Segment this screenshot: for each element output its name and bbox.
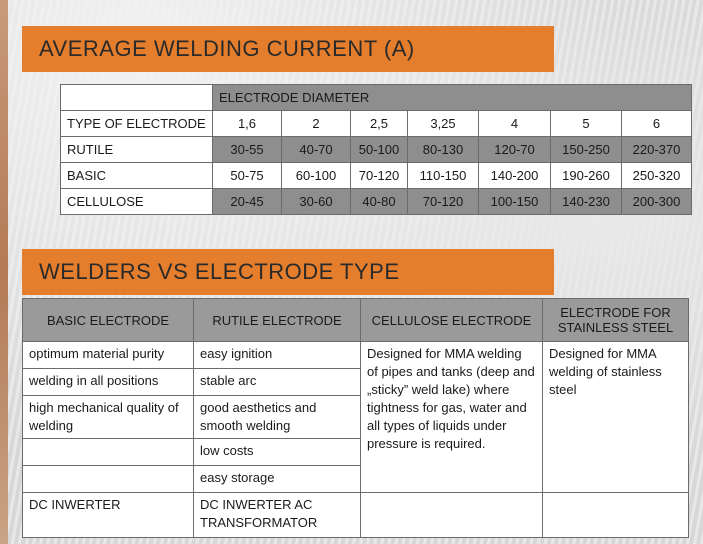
basic-feature <box>23 466 194 493</box>
welders-vs-electrode-table <box>22 298 689 538</box>
electrode-diameter-header: ELECTRODE DIAMETER <box>213 85 692 111</box>
rutile-feature: good aesthetics and smooth welding <box>194 396 361 439</box>
table-header-row <box>23 299 689 342</box>
basic-feature <box>23 439 194 466</box>
diameter-cell: 2,5 <box>351 111 408 137</box>
row-label: RUTILE <box>61 137 213 163</box>
current-cell: 140-200 <box>479 163 551 189</box>
basic-feature: high mechanical quality of welding <box>23 396 194 439</box>
current-cell: 250-320 <box>622 163 692 189</box>
rutile-feature: low costs <box>194 439 361 466</box>
diameter-cell: 4 <box>479 111 551 137</box>
row-label: BASIC <box>61 163 213 189</box>
table-row <box>23 493 689 538</box>
current-cell: 30-55 <box>213 137 282 163</box>
corner-cell <box>61 85 213 111</box>
basic-power-source: DC INWERTER <box>23 493 194 538</box>
table-row-cellulose <box>61 189 692 215</box>
current-cell: 50-100 <box>351 137 408 163</box>
section-title-welders: WELDERS VS ELECTRODE TYPE <box>22 249 554 295</box>
cellulose-description: Designed for MMA welding of pipes and tanks (deep and „sticky” weld lake) where tightness for gas, water and all types of liquids under pressure is required. <box>361 342 543 493</box>
rutile-power-source: DC INWERTER AC TRANSFORMATOR <box>194 493 361 538</box>
left-decor-strip <box>0 0 8 544</box>
current-cell: 60-100 <box>282 163 351 189</box>
current-cell: 50-75 <box>213 163 282 189</box>
header-stainless: ELECTRODE FOR STAINLESS STEEL <box>543 299 689 342</box>
current-cell: 30-60 <box>282 189 351 215</box>
current-cell: 200-300 <box>622 189 692 215</box>
cellulose-power-source <box>361 493 543 538</box>
stainless-power-source <box>543 493 689 538</box>
current-cell: 220-370 <box>622 137 692 163</box>
header-rutile: RUTILE ELECTRODE <box>194 299 361 342</box>
current-cell: 70-120 <box>408 189 479 215</box>
basic-feature: welding in all positions <box>23 369 194 396</box>
rutile-feature: stable arc <box>194 369 361 396</box>
header-basic: BASIC ELECTRODE <box>23 299 194 342</box>
row-label: CELLULOSE <box>61 189 213 215</box>
welding-current-table <box>60 84 692 215</box>
current-cell: 40-80 <box>351 189 408 215</box>
section-title-current: AVERAGE WELDING CURRENT (A) <box>22 26 554 72</box>
current-cell: 140-230 <box>551 189 622 215</box>
header-cellulose: CELLULOSE ELECTRODE <box>361 299 543 342</box>
table-row <box>23 342 689 369</box>
type-of-electrode-header: TYPE OF ELECTRODE <box>61 111 213 137</box>
diameter-cell: 3,25 <box>408 111 479 137</box>
current-cell: 110-150 <box>408 163 479 189</box>
diameter-cell: 1,6 <box>213 111 282 137</box>
diameter-cell: 2 <box>282 111 351 137</box>
current-cell: 20-45 <box>213 189 282 215</box>
current-cell: 40-70 <box>282 137 351 163</box>
diameter-cell: 6 <box>622 111 692 137</box>
current-cell: 120-70 <box>479 137 551 163</box>
current-cell: 80-130 <box>408 137 479 163</box>
table-row-rutile <box>61 137 692 163</box>
diameter-cell: 5 <box>551 111 622 137</box>
current-cell: 70-120 <box>351 163 408 189</box>
rutile-feature: easy storage <box>194 466 361 493</box>
table-row-basic <box>61 163 692 189</box>
basic-feature: optimum material purity <box>23 342 194 369</box>
current-cell: 150-250 <box>551 137 622 163</box>
stainless-description: Designed for MMA welding of stainless steel <box>543 342 689 493</box>
current-cell: 100-150 <box>479 189 551 215</box>
rutile-feature: easy ignition <box>194 342 361 369</box>
current-cell: 190-260 <box>551 163 622 189</box>
